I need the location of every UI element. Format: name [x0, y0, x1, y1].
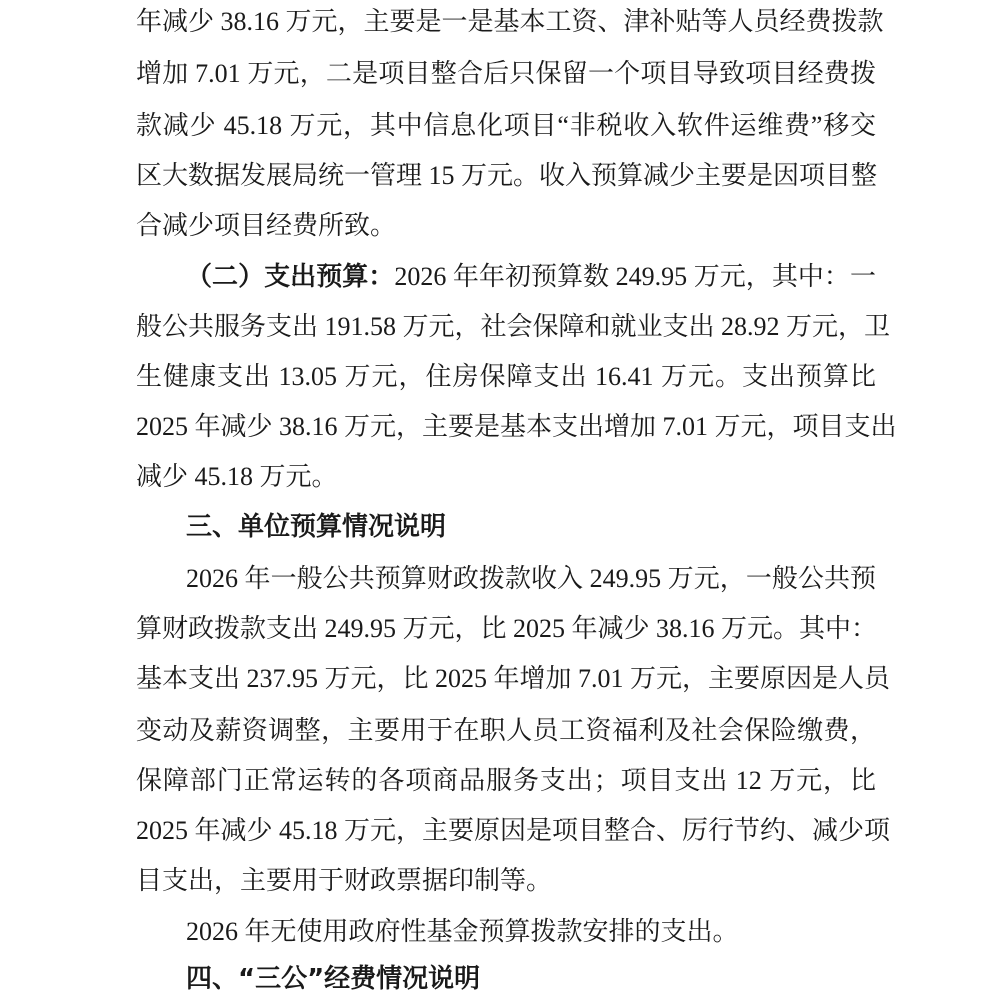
- paragraph-line: 2026 年无使用政府性基金预算拨款安排的支出。: [186, 917, 739, 946]
- paragraph-line: 减少 45.18 万元。: [136, 462, 338, 491]
- paragraph-line: 基本支出 237.95 万元，比 2025 年增加 7.01 万元，主要原因是人员: [136, 664, 891, 693]
- paragraph-line: 目支出，主要用于财政票据印制等。: [136, 866, 553, 895]
- paragraph-line: 年减少 38.16 万元，主要是一是基本工资、津补贴等人员经费拨款: [136, 7, 884, 36]
- paragraph-line: 款减少 45.18 万元，其中信息化项目“非税收入软件运维费”移交: [136, 111, 876, 140]
- section-heading-three-public-expenses: 四、“三公”经费情况说明: [186, 964, 481, 994]
- paragraph-line: 变动及薪资调整，主要用于在职人员工资福利及社会保险缴费，: [136, 716, 876, 745]
- paragraph-line: 区大数据发展局统一管理 15 万元。收入预算减少主要是因项目整: [136, 161, 878, 190]
- paragraph-line: 生健康支出 13.05 万元，住房保障支出 16.41 万元。支出预算比: [136, 362, 876, 391]
- paragraph-line: 增加 7.01 万元，二是项目整合后只保留一个项目导致项目经费拨: [136, 59, 876, 88]
- paragraph-line: 合减少项目经费所致。: [136, 211, 397, 240]
- paragraph-line: 般公共服务支出 191.58 万元，社会保障和就业支出 28.92 万元，卫: [136, 312, 891, 341]
- paragraph-text: 2026 年年初预算数 249.95 万元，其中：一: [394, 262, 876, 291]
- paragraph-line: 2025 年减少 45.18 万元，主要原因是项目整合、厉行节约、减少项: [136, 816, 891, 845]
- paragraph-line: 保障部门正常运转的各项商品服务支出；项目支出 12 万元，比: [136, 766, 876, 795]
- subheading-expenditure-budget: （二）支出预算：: [186, 262, 395, 291]
- paragraph-line: 2025 年减少 38.16 万元，主要是基本支出增加 7.01 万元，项目支出: [136, 412, 897, 441]
- subheading-line: [186, 257, 876, 297]
- paragraph-line: 2026 年一般公共预算财政拨款收入 249.95 万元，一般公共预: [186, 564, 876, 593]
- paragraph-line: 算财政拨款支出 249.95 万元，比 2025 年减少 38.16 万元。其中：: [136, 614, 878, 643]
- section-heading-unit-budget: 三、单位预算情况说明: [186, 512, 447, 542]
